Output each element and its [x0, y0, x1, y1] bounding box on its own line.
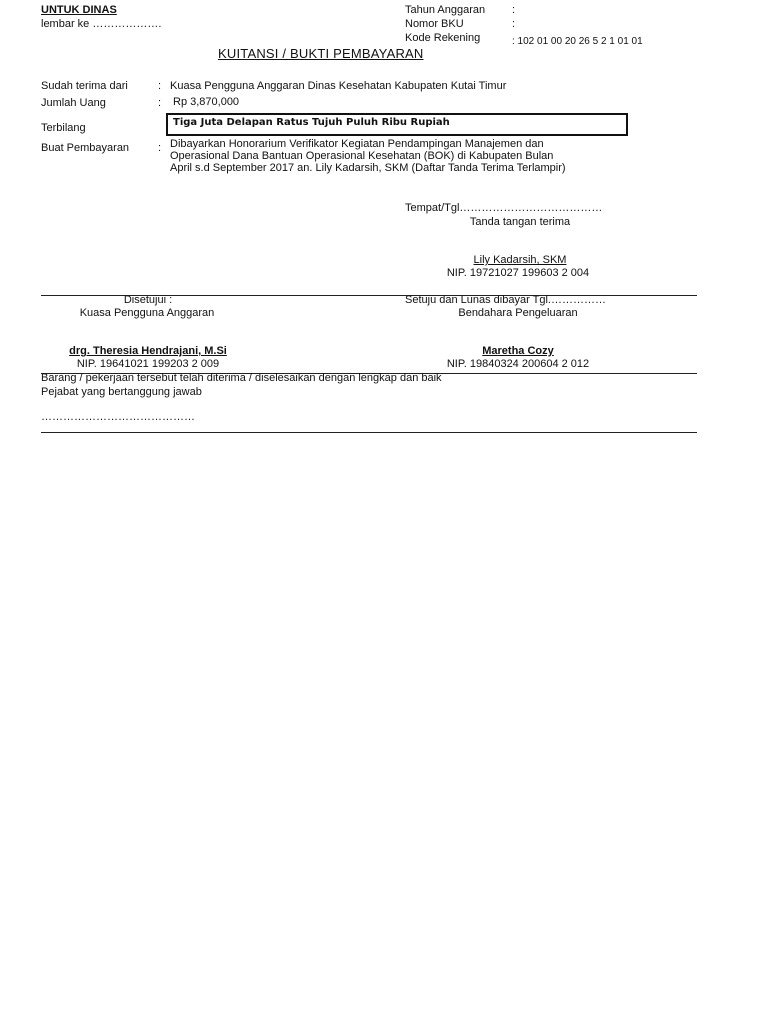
buat-pembayaran-line2: Operasional Dana Bantuan Operasional Kesehatan (BOK) di Kabupaten Bulan: [170, 150, 554, 162]
jumlah-uang-label: Jumlah Uang: [41, 97, 106, 109]
approver-name: drg. Theresia Hendrajani, M.Si: [69, 345, 227, 357]
terbilang-label: Terbilang: [41, 122, 86, 134]
treasurer-name: Maretha Cozy: [482, 345, 554, 357]
lembar-ke-label: lembar ke ……………….: [41, 18, 162, 30]
nomor-bku-label: Nomor BKU: [405, 18, 464, 30]
sudah-terima-label: Sudah terima dari: [41, 80, 128, 92]
disetujui-label: Disetujui :: [123, 294, 173, 306]
footer-dots: ……………………………………: [41, 411, 195, 423]
approver-nip: NIP. 19641021 199203 2 009: [76, 358, 220, 370]
footer-line1: Barang / pekerjaan tersebut telah diterima / diselesaikan dengan lengkap dan baik: [41, 372, 442, 384]
nomor-bku-colon: :: [512, 18, 516, 30]
buat-pembayaran-line3: April s.d September 2017 an. Lily Kadarsih, SKM (Daftar Tanda Terima Terlampir): [170, 162, 566, 174]
tahun-anggaran-label: Tahun Anggaran: [405, 4, 486, 16]
sudah-terima-colon: :: [158, 80, 162, 92]
approver-role: Kuasa Pengguna Anggaran: [79, 307, 215, 319]
kode-rekening-value: : 102 01 00 20 26 5 2 1 01 01: [512, 36, 643, 47]
divider-bottom: [41, 432, 697, 433]
untuk-dinas-label: UNTUK DINAS: [41, 4, 117, 16]
treasurer-nip: NIP. 19840324 200604 2 012: [446, 358, 590, 370]
buat-pembayaran-label: Buat Pembayaran: [41, 142, 130, 154]
tempat-tgl: Tempat/Tgl…………………………………: [405, 202, 603, 214]
receiver-nip: NIP. 19721027 199603 2 004: [446, 267, 590, 279]
sudah-terima-value: Kuasa Pengguna Anggaran Dinas Kesehatan Kabupaten Kutai Timur: [170, 80, 507, 92]
page-title: KUITANSI / BUKTI PEMBAYARAN: [218, 46, 424, 61]
tahun-anggaran-colon: :: [512, 4, 516, 16]
jumlah-uang-value: Rp 3,870,000: [173, 96, 240, 108]
treasurer-role: Bendahara Pengeluaran: [458, 307, 578, 319]
receiver-name: Lily Kadarsih, SKM: [473, 254, 567, 266]
terbilang-value: Tiga Juta Delapan Ratus Tujuh Puluh Ribu Rupiah: [173, 117, 450, 128]
setuju-lunas-label: Setuju dan Lunas dibayar Tgl.……………: [405, 294, 606, 306]
buat-pembayaran-colon: :: [158, 142, 162, 154]
buat-pembayaran-line1: Dibayarkan Honorarium Verifikator Kegiatan Pendampingan Manajemen dan: [170, 138, 544, 150]
kode-rekening-label: Kode Rekening: [405, 32, 481, 44]
jumlah-uang-colon: :: [158, 97, 162, 109]
tanda-tangan-terima: Tanda tangan terima: [469, 216, 571, 228]
footer-line2: Pejabat yang bertanggung jawab: [41, 386, 202, 398]
